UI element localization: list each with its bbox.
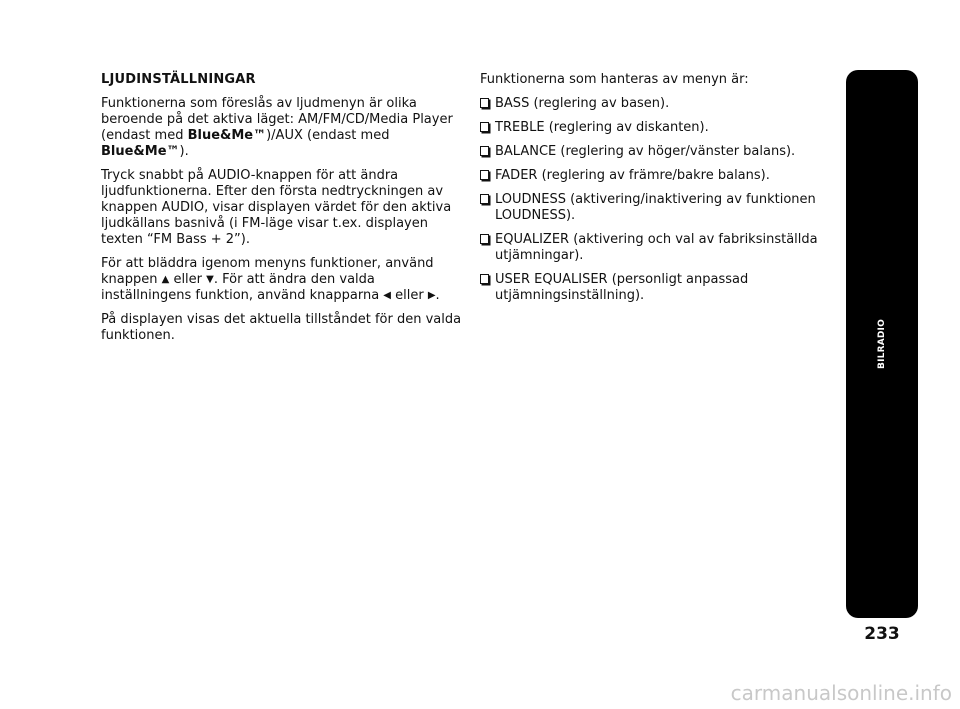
brand-name: Blue&Me™ xyxy=(187,128,267,143)
page-number: 233 xyxy=(864,624,900,644)
display-paragraph: På displayen visas det aktuella tillståndet för den valda funktionen. xyxy=(101,312,462,343)
list-item: BALANCE (reglering av höger/vänster balans). xyxy=(480,144,825,160)
navigation-paragraph: För att bläddra igenom menyns funktioner, använd knappen ▲ eller ▼. För att ändra den valda inställningens funktion, använd knapparna ◀ eller ▶. xyxy=(101,256,440,303)
function-list xyxy=(480,96,825,304)
right-column xyxy=(480,72,825,312)
checkbox-bullet-icon xyxy=(480,122,489,132)
list-item: BASS (reglering av basen). xyxy=(480,96,825,112)
chapter-label: BILRADIO xyxy=(877,319,887,369)
checkbox-bullet-icon xyxy=(480,98,489,108)
list-item: EQUALIZER (aktivering och val av fabriksinställda utjämningar). xyxy=(480,232,825,264)
checkbox-bullet-icon xyxy=(480,170,489,180)
list-item: LOUDNESS (aktivering/inaktivering av funktionen LOUDNESS). xyxy=(480,192,825,224)
list-item: FADER (reglering av främre/bakre balans). xyxy=(480,168,825,184)
checkbox-bullet-icon xyxy=(480,234,489,244)
functions-intro: Funktionerna som hanteras av menyn är: xyxy=(480,72,749,87)
checkbox-bullet-icon xyxy=(480,146,489,156)
intro-paragraph: Funktionerna som föreslås av ljudmenyn är olika beroende på det aktiva läget: AM/FM/CD/Media Player (endast med Blue&Me™)/AUX (endast med Blue&Me™). xyxy=(101,96,453,159)
checkbox-bullet-icon xyxy=(480,274,489,284)
section-heading: LJUDINSTÄLLNINGAR xyxy=(101,72,256,87)
list-item: TREBLE (reglering av diskanten). xyxy=(480,120,825,136)
checkbox-bullet-icon xyxy=(480,194,489,204)
brand-name: Blue&Me™ xyxy=(101,144,180,159)
down-arrow-icon: ▼ xyxy=(206,274,214,285)
left-arrow-icon: ◀ xyxy=(383,290,391,301)
watermark: carmanualsonline.info xyxy=(730,681,952,705)
right-arrow-icon: ▶ xyxy=(427,290,436,301)
up-arrow-icon: ▲ xyxy=(161,274,170,285)
left-column xyxy=(101,72,466,352)
list-item: USER EQUALISER (personligt anpassad utjämningsinställning). xyxy=(480,272,825,304)
audio-button-paragraph: Tryck snabbt på AUDIO-knappen för att ändra ljudfunktionerna. Efter den första nedtryckningen av knappen AUDIO, visar displayen värdet för den aktiva ljudkällans basnivå (i FM-läge visar t.ex. displayen texten “FM Bass + 2”). xyxy=(101,168,452,247)
chapter-tab xyxy=(846,70,918,618)
